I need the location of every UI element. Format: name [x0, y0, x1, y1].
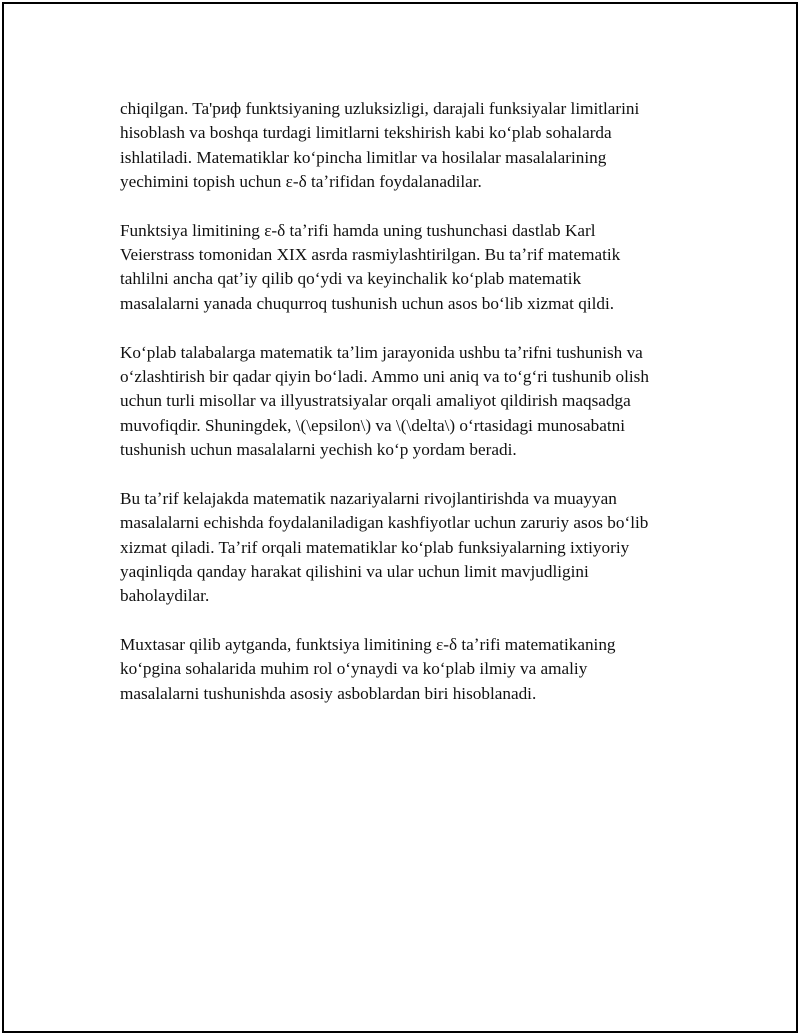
document-body — [120, 97, 700, 731]
paragraph-4: Bu taʼrif kelajakda matematik nazariyalarni rivojlantirishda va muayyan masalalarni echishda foydalaniladigan kashfiyotlar uchun zaruriy asos boʻlib xizmat qiladi. Taʼrif orqali matematiklar koʻplab funksiyalarning ixtiyoriy yaqinliqda qanday harakat qilishini va ular uchun limit mavjudligini baholaydilar. — [120, 488, 649, 606]
paragraph-5: Muxtasar qilib aytganda, funktsiya limitining ε-δ taʼrifi matematikaning koʻpgina sohalarida muhim rol oʻynaydi va koʻplab ilmiy va amaliy masalalarni tushunishda asosiy asboblardan biri hisoblanadi. — [120, 635, 616, 703]
paragraph-2: Funktsiya limitining ε-δ taʼrifi hamda uning tushunchasi dastlab Karl Veierstrass tomonidan XIX asrda rasmiylashtirilgan. Bu taʼrif matematik tahlilni ancha qatʼiy qilib qoʻydi va keyinchalik koʻplab matematik masalalarni yanada chuqurroq tushunish uchun asos boʻlib xizmat qildi. — [120, 220, 621, 313]
paragraph-3: Koʻplab talabalarga matematik taʼlim jarayonida ushbu taʼrifni tushunish va oʻzlashtirish bir qadar qiyin boʻladi. Ammo uni aniq va toʻgʻri tushunib olish uchun turli misollar va illyustratsiyalar orqali amaliyot qildirish maqsadga muvofiqdir. Shuningdek, \(\epsilon\) va \(\delta\) oʻrtasidagi munosabatni tushunish uchun masalalarni yechish koʻp yordam beradi. — [120, 342, 649, 459]
page-frame — [2, 2, 798, 1033]
paragraph-1: chiqilgan. Ta'риф funktsiyaning uzluksizligi, darajali funksiyalar limitlarini hisoblash va boshqa turdagi limitlarni tekshirish kabi koʻplab sohalarda ishlatiladi. Matematiklar koʻpincha limitlar va hosilalar masalalarining yechimini topish uchun ε-δ taʼrifidan foydalanadilar. — [120, 99, 640, 191]
